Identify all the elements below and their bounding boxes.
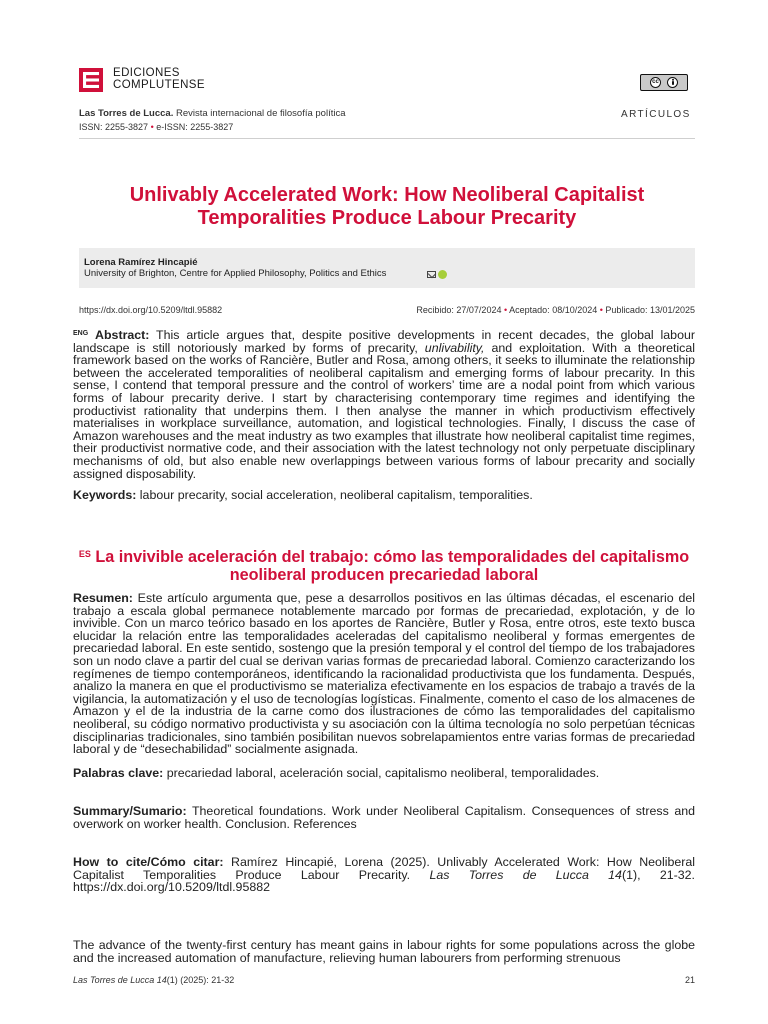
abstract-text-em: unlivability, (424, 340, 485, 355)
palabras-label: Palabras clave: (73, 766, 164, 780)
page-number: 21 (684, 975, 695, 985)
summary-label: Summary/Sumario: (73, 804, 187, 818)
resumen-text: Este artículo argumenta que, pese a desarrollos positivos en las últimas décadas, el escenario del trabajo a escala global permanece notablemente marcado por formas de precariedad, explotación, y de lo invivible. Con un marco teórico basado en los aportes de Rancière, Butler y Rosa, entre otros, este texto busca elucidar la relación entre las temporalidades aceleradas del capitalismo neoliberal y formas emergentes de precariedad laboral. En este sentido, sostengo que la presión temporal y el control del tiempo de los trabajadores son un nodo clave a partir del cual se derivan varias formas de precariedad laboral. Comienzo caracterizando los regímenes de tiempo contemporáneos, identificando la racionalidad productivista que los fundamenta. Después, analizo la manera en que el productivismo se materializa efectivamente en los espacios de trabajo a través de la vigilancia, la automatización y el uso de tecnologías logísticas. Finalmente, comento el caso de los almacenes de Amazon y el de la industria de la carne como dos ilustraciones de cómo las temporalidades del capitalismo neoliberal, su código normativo productivista y su asociación con la última tecnología no solo perpetúan técnicas disciplinarias tradicionales, sino también posibilitan nuevos sobrelapamientos entre varias formas de precariedad laboral y de “desechabilidad” socialmente asignada. (73, 591, 695, 757)
attribution-icon (667, 77, 678, 88)
journal-subtitle: Revista internacional de filosofía política (173, 108, 346, 119)
citation (73, 856, 695, 894)
accepted-date: Aceptado: 08/10/2024 (509, 305, 598, 315)
citation-journal: Las Torres de Lucca 14 (429, 867, 622, 882)
received-date: Recibido: 27/07/2024 (416, 305, 502, 315)
issn: ISSN: 2255-3827 (79, 122, 149, 132)
footer-issue: (1) (2025): 21-32 (166, 975, 235, 985)
email-icon[interactable] (427, 271, 436, 278)
footer-citation (73, 975, 234, 985)
abstract-lang-tag: ENG (73, 330, 89, 337)
publisher-name (113, 67, 205, 91)
publication-dates (395, 305, 695, 315)
citation-text-b: (1), 21-32. https://dx.doi.org/10.5209/ltdl.95882 (73, 867, 695, 895)
abstract-text-b: and exploitation. With a theoretical framework based on the works of Rancière, Butler and Rosa, among others, it seeks to illuminate the relationship between the accelerated temporalities of neoliberal capitalism and emerging forms of labour precarity. In this sense, I contend that temporal pressure and the control of workers’ time are a nodal point from which various forms of labour precarity derive. I start by characterising contemporary time regimes and identifying the productivist rationality that underpins them. I then analyse the manner in which productivism effectively materialises in workplace surveillance, automation, and logistical technologies. Finally, I discuss the case of Amazon warehouses and the meat industry as two examples that illustrate how neoliberal capitalist time regimes, their productivist normative code, and their association with the latest technology not only perpetuate disciplinary mechanisms of old, but also enable new overlappings between various forms of labour precarity and socially assigned disposability. (73, 340, 696, 481)
journal-name: Las Torres de Lucca. (79, 108, 174, 119)
bullet-icon: • (503, 305, 508, 315)
keywords-text: labour precarity, social acceleration, neoliberal capitalism, temporalities. (136, 488, 533, 502)
keywords (73, 489, 695, 502)
summary (73, 805, 695, 830)
ediciones-complutense-logo-icon (79, 68, 103, 92)
palabras-clave (73, 767, 695, 780)
abstract-label: Abstract: (95, 328, 150, 342)
citation-label: How to cite/Cómo citar: (73, 855, 224, 869)
issn-line (79, 122, 233, 133)
cc-icon: cc (650, 77, 661, 88)
abstract-text-a: This article argues that, despite positive developments in recent decades, the global labour landscape is still notoriously marked by forms of precarity, (73, 328, 695, 355)
spanish-lang-tag: ES (78, 549, 91, 559)
publisher-line-2: COMPLUTENSE (113, 79, 205, 91)
published-date: Publicado: 13/01/2025 (605, 305, 695, 315)
author-name: Lorena Ramírez Hincapié (84, 257, 198, 268)
doi-link[interactable]: https://dx.doi.org/10.5209/ltdl.95882 (79, 305, 223, 315)
footer-journal: Las Torres de Lucca 14 (73, 975, 167, 985)
bullet-icon: • (150, 122, 154, 132)
journal-title (79, 108, 346, 120)
citation-text-a: Ramírez Hincapié, Lorena (2025). Unlivably Accelerated Work: How Neoliberal Capitalist Temporalities Produce Labour Precarity. (73, 855, 696, 882)
publisher-line-1: EDICIONES (113, 67, 180, 79)
cc-license-badge[interactable] (640, 74, 688, 91)
palabras-text: precariedad laboral, aceleración social, capitalismo neoliberal, temporalidades. (163, 766, 600, 780)
header-divider (79, 138, 695, 139)
article-title: Unlivably Accelerated Work: How Neoliberal Capitalist Temporalities Produce Labour Precarity (129, 184, 645, 229)
resumen (73, 592, 695, 756)
spanish-title-text: La invivible aceleración del trabajo: cómo las temporalidades del capitalismo neoliberal producen precariedad laboral (95, 548, 690, 584)
spanish-title (73, 545, 695, 584)
keywords-label: Keywords: (73, 488, 137, 502)
abstract (73, 328, 695, 480)
summary-text: Theoretical foundations. Work under Neoliberal Capitalism. Consequences of stress and overwork on worker health. Conclusion. References (73, 804, 695, 831)
section-label: ARTÍCULOS (621, 109, 691, 120)
eissn: e-ISSN: 2255-3827 (156, 122, 234, 132)
author-affiliation: University of Brighton, Centre for Applied Philosophy, Politics and Ethics (84, 268, 387, 279)
bullet-icon: • (599, 305, 603, 315)
resumen-label: Resumen: (73, 591, 133, 605)
orcid-icon[interactable] (438, 270, 447, 279)
body-paragraph: The advance of the twenty-first century has meant gains in labour rights for some populations across the globe and the increased automation of manufacture, relieving human labourers from performing strenuous (73, 938, 695, 965)
